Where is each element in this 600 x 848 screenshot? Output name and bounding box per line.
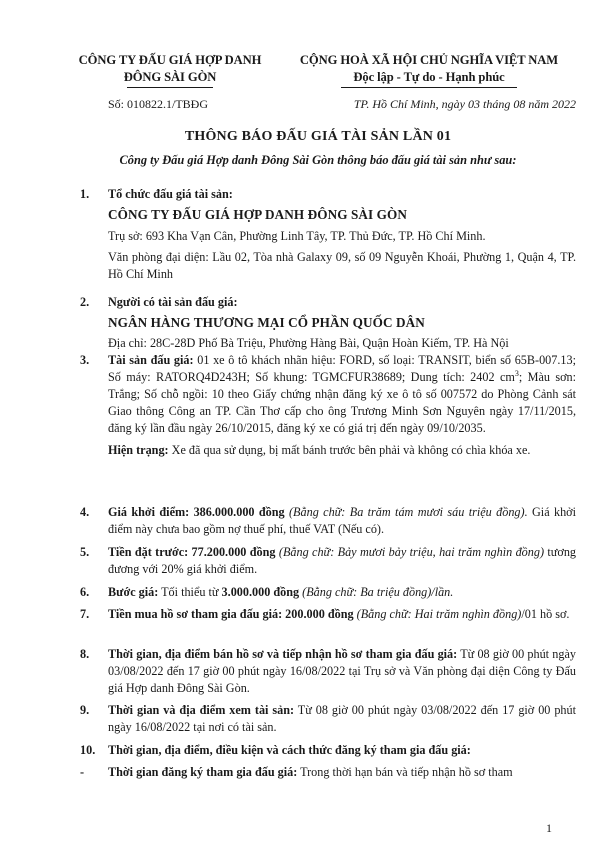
company-name-line1: CÔNG TY ĐẤU GIÁ HỢP DANH (78, 53, 262, 67)
item-number: 3. (80, 353, 90, 367)
asset-text-b: ; Màu sơn: Trắng; Số chỗ ngồi: 10 theo Giấy chứng nhận đăng ký xe ô tô số 007572 do Phòng Cảnh sát Giao thông Công an TP. Cần Thơ cấp cho ông Trương Minh Sơn Nguyên ngày 17/11/2015, đăng ký lần đầu ngày 26/10/2015, đăng ký xe có giá trị đến ngày 09/10/2035. (108, 370, 576, 435)
item-number: 2. (80, 295, 90, 309)
document-intro: Công ty Đấu giá Hợp danh Đông Sài Gòn thông báo đấu giá tài sản như sau: (119, 153, 517, 167)
dossier-sale-time (108, 646, 576, 697)
item-number: 5. (80, 545, 90, 559)
starting-price (108, 504, 576, 538)
item-label: Giá khởi điểm: 386.000.000 đồng (108, 505, 285, 519)
item-label: Tài sản đấu giá: (108, 353, 194, 367)
motto-underline (341, 87, 517, 88)
representative-office: Văn phòng đại diện: Lầu 02, Tòa nhà Galaxy 09, số 09 Nguyễn Khoái, Phường 1, Quận 4, TP. Hồ Chí Minh (108, 250, 576, 281)
bid-step-text: Tối thiểu từ (158, 585, 222, 599)
item-9 (80, 702, 576, 736)
registration-time (108, 764, 576, 781)
item-number: 8. (80, 647, 90, 661)
bid-step (108, 584, 576, 601)
viewing-time (108, 702, 576, 736)
item-registration-time (80, 764, 576, 781)
company-underline (127, 87, 213, 88)
item-label: Thời gian, địa điểm bán hồ sơ và tiếp nhận hồ sơ tham gia đấu giá: (108, 647, 458, 661)
asset-owner-name: NGÂN HÀNG THƯƠNG MẠI CỔ PHẦN QUỐC DÂN (108, 315, 425, 330)
item-number: 6. (80, 585, 90, 599)
asset-owner-address: Địa chỉ: 28C-28D Phố Bà Triệu, Phường Hàng Bài, Quận Hoàn Kiếm, TP. Hà Nội (108, 336, 509, 350)
item-6 (80, 584, 576, 601)
item-7 (80, 606, 576, 623)
document-date: TP. Hồ Chí Minh, ngày 03 tháng 08 năm 2022 (353, 97, 576, 111)
page-number: 1 (546, 821, 552, 835)
status-text: Xe đã qua sử dụng, bị mất bánh trước bên phải và không có chìa khóa xe. (168, 443, 531, 457)
company-header (60, 52, 280, 88)
item-number: 1. (80, 187, 90, 201)
item-label: Bước giá: (108, 585, 159, 599)
document-number: Số: 010822.1/TBĐG (108, 97, 209, 111)
price-in-words: (Bằng chữ: Ba trăm tám mươi sáu triệu đồng). (284, 505, 528, 519)
item-3 (80, 352, 576, 459)
item-1 (80, 186, 576, 283)
nation-motto: Độc lập - Tự do - Hạnh phúc (353, 70, 505, 84)
item-label: Tiền mua hồ sơ tham gia đấu giá: 200.000 đồng (108, 607, 354, 621)
item-number: 10. (80, 743, 96, 757)
bid-step-words: (Bằng chữ: Ba triệu đồng)/lần. (299, 585, 454, 599)
item-label: Tổ chức đấu giá tài sản: (108, 187, 233, 201)
asset-status (108, 442, 576, 459)
nation-header (282, 52, 576, 88)
deposit-in-words: (Bằng chữ: Bảy mươi bảy triệu, hai trăm nghìn đồng) (275, 545, 545, 559)
item-bullet: - (80, 765, 85, 779)
item-2 (80, 294, 576, 352)
item-number: 9. (80, 703, 90, 717)
bid-step-amount: 3.000.000 đồng (221, 585, 300, 599)
company-name-line2: ĐÔNG SÀI GÒN (123, 70, 217, 84)
viewing-text: Từ 08 giờ 00 phút ngày 03/08/2022 đến 17 giờ 00 phút ngày 16/08/2022 tại nơi có tài sản. (108, 703, 576, 734)
dossier-fee (108, 606, 576, 623)
item-number: 7. (80, 607, 90, 621)
dossier-fee-words: (Bằng chữ: Hai trăm nghìn đồng) (353, 607, 522, 621)
item-4 (80, 504, 576, 538)
item-number: 4. (80, 505, 90, 519)
registration-heading: Thời gian, địa điểm, điều kiện và cách thức đăng ký tham gia đấu giá: (108, 743, 471, 757)
nation-name: CỘNG HOÀ XÃ HỘI CHỦ NGHĨA VIỆT NAM (299, 53, 559, 67)
registration-time-text: Trong thời hạn bán và tiếp nhận hồ sơ tham (297, 765, 513, 779)
item-label: Thời gian đăng ký tham gia đấu giá: (108, 765, 298, 779)
price-note: Giá khởi điểm này chưa bao gồm nợ thuế phí, thuế VAT (Nếu có). (108, 505, 576, 536)
deposit-note: tương đương với 20% giá khởi điểm. (108, 545, 577, 576)
auction-company-name: CÔNG TY ĐẤU GIÁ HỢP DANH ĐÔNG SÀI GÒN (108, 207, 407, 222)
asset-text-a: 01 xe ô tô khách nhãn hiệu: FORD, số loại: TRANSIT, biển số 65B-007.13; Số máy: RATORQ4D243H; Số khung: TGMCFUR38689; Dung tích: 2402 cm (108, 353, 576, 384)
item-label: Tiền đặt trước: 77.200.000 đồng (108, 545, 276, 559)
deposit (108, 544, 576, 578)
item-label: Người có tài sản đấu giá: (108, 295, 238, 309)
headquarters-address: Trụ sở: 693 Kha Vạn Cân, Phường Linh Tây, TP. Thủ Đức, TP. Hồ Chí Minh. (108, 229, 486, 243)
item-8 (80, 646, 576, 697)
dossier-fee-note: /01 hồ sơ. (521, 607, 570, 621)
item-5 (80, 544, 576, 578)
status-label: Hiện trạng: (108, 443, 169, 457)
item-label: Thời gian và địa điểm xem tài sản: (108, 703, 295, 717)
item-10 (80, 742, 576, 759)
asset-sup: 3 (514, 368, 519, 378)
dossier-sale-text: Từ 08 giờ 00 phút ngày 03/08/2022 đến 17 giờ 00 phút ngày 16/08/2022 tại Trụ sở và Văn phòng đại diện Công ty Đấu giá Hợp danh Đông Sài Gòn. (108, 647, 576, 695)
asset-description (108, 352, 576, 437)
document-title: THÔNG BÁO ĐẤU GIÁ TÀI SẢN LẦN 01 (184, 129, 452, 144)
